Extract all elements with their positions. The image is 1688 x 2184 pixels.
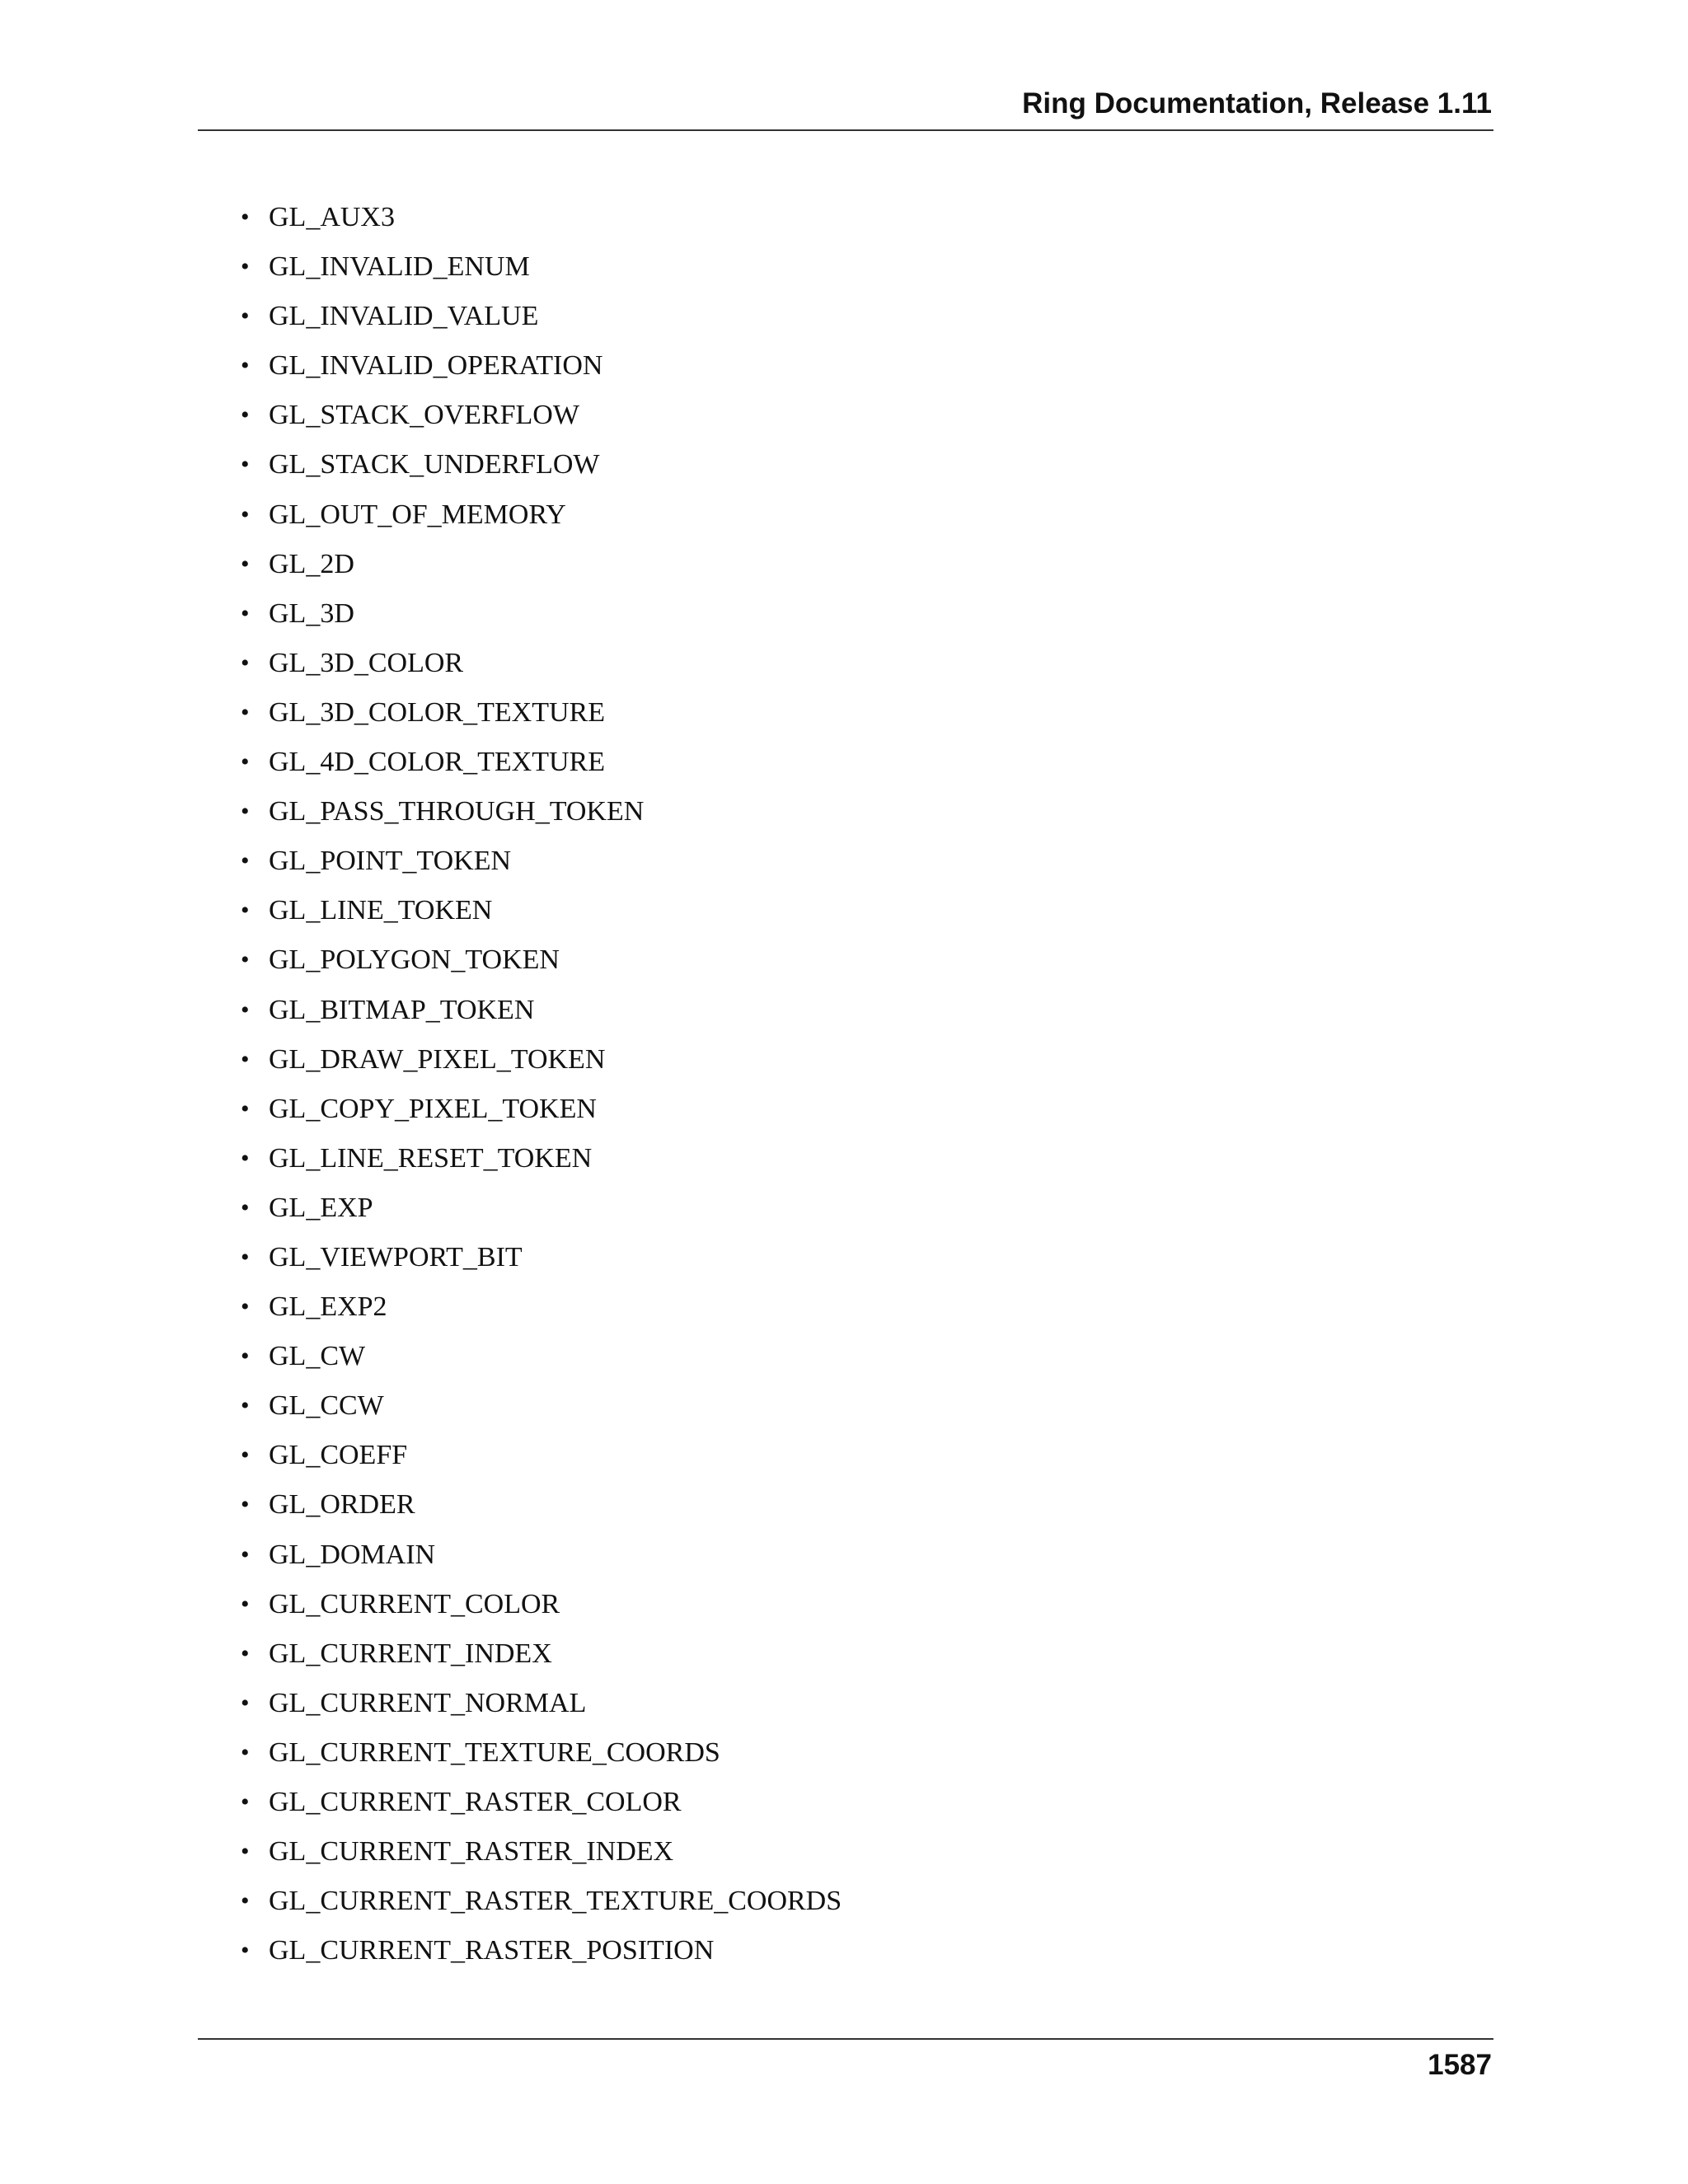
constant-name: GL_VIEWPORT_BIT — [269, 1241, 523, 1272]
bullet-icon: • — [241, 1788, 250, 1816]
bullet-icon: • — [241, 1441, 250, 1469]
constant-name: GL_EXP — [269, 1192, 373, 1223]
list-item — [241, 1539, 842, 1588]
bullet-icon: • — [241, 1144, 250, 1172]
bullet-icon: • — [241, 1193, 250, 1221]
list-item — [241, 1488, 842, 1538]
list-item — [241, 1291, 842, 1340]
constant-name: GL_CURRENT_TEXTURE_COORDS — [269, 1736, 720, 1768]
bullet-icon: • — [241, 253, 250, 281]
bullet-icon: • — [241, 798, 250, 826]
list-item — [241, 1241, 842, 1291]
list-item — [241, 1192, 842, 1241]
list-item — [241, 1934, 842, 1984]
bullet-icon: • — [241, 599, 250, 627]
bullet-icon: • — [241, 1738, 250, 1766]
constant-name: GL_CURRENT_COLOR — [269, 1588, 560, 1619]
list-item — [241, 1736, 842, 1786]
list-item — [241, 1786, 842, 1835]
list-item — [241, 1390, 842, 1439]
constant-name: GL_ORDER — [269, 1489, 415, 1521]
constant-name: GL_INVALID_VALUE — [269, 301, 539, 332]
constant-name: GL_BITMAP_TOKEN — [269, 994, 535, 1025]
constant-name: GL_COEFF — [269, 1440, 408, 1471]
bullet-icon: • — [241, 1590, 250, 1618]
bullet-icon: • — [241, 1639, 250, 1667]
bullet-icon: • — [241, 401, 250, 429]
bullet-icon: • — [241, 847, 250, 875]
list-item — [241, 845, 842, 894]
bullet-icon: • — [241, 302, 250, 330]
constant-name: GL_LINE_TOKEN — [269, 895, 493, 926]
list-item — [241, 1043, 842, 1093]
list-item — [241, 1340, 842, 1390]
list-item — [241, 1439, 842, 1488]
constant-name: GL_CURRENT_RASTER_POSITION — [269, 1935, 715, 1966]
constant-name: GL_LINE_RESET_TOKEN — [269, 1142, 593, 1174]
constant-name: GL_CURRENT_RASTER_INDEX — [269, 1836, 674, 1868]
bullet-icon: • — [241, 451, 250, 479]
bullet-icon: • — [241, 1689, 250, 1717]
constant-name: GL_OUT_OF_MEMORY — [269, 499, 566, 530]
list-item — [241, 1142, 842, 1192]
constant-name: GL_INVALID_OPERATION — [269, 350, 603, 382]
bullet-icon: • — [241, 1343, 250, 1371]
constant-name: GL_POLYGON_TOKEN — [269, 944, 560, 976]
list-item — [241, 696, 842, 746]
constant-name: GL_CCW — [269, 1390, 384, 1422]
header-divider — [198, 129, 1493, 131]
constant-name: GL_CURRENT_RASTER_COLOR — [269, 1787, 682, 1817]
list-item — [241, 448, 842, 498]
constant-name: GL_CURRENT_RASTER_TEXTURE_COORDS — [269, 1886, 842, 1917]
bullet-icon: • — [241, 204, 250, 231]
list-item — [241, 944, 842, 993]
bullet-icon: • — [241, 748, 250, 776]
constant-list — [241, 201, 842, 1984]
bullet-icon: • — [241, 352, 250, 380]
bullet-icon: • — [241, 649, 250, 677]
bullet-icon: • — [241, 550, 250, 578]
list-item — [241, 1687, 842, 1736]
list-item — [241, 746, 842, 795]
list-item — [241, 1588, 842, 1638]
constant-name: GL_COPY_PIXEL_TOKEN — [269, 1093, 597, 1124]
constant-name: GL_3D_COLOR — [269, 647, 464, 678]
list-item — [241, 399, 842, 448]
bullet-icon: • — [241, 1540, 250, 1568]
list-item — [241, 1835, 842, 1885]
bullet-icon: • — [241, 996, 250, 1024]
constant-name: GL_AUX3 — [269, 202, 395, 232]
constant-name: GL_STACK_UNDERFLOW — [269, 449, 600, 480]
footer-divider — [198, 2038, 1493, 2040]
list-item — [241, 598, 842, 647]
list-item — [241, 1885, 842, 1934]
list-item — [241, 300, 842, 349]
list-item — [241, 795, 842, 845]
bullet-icon: • — [241, 1045, 250, 1073]
bullet-icon: • — [241, 1094, 250, 1122]
list-item — [241, 647, 842, 696]
constant-name: GL_STACK_OVERFLOW — [269, 400, 579, 431]
list-item — [241, 499, 842, 548]
page-number: 1587 — [1428, 2049, 1492, 2081]
bullet-icon: • — [241, 698, 250, 726]
header-title: Ring Documentation, Release 1.11 — [1022, 87, 1492, 120]
constant-name: GL_EXP2 — [269, 1291, 387, 1323]
bullet-icon: • — [241, 1937, 250, 1965]
list-item — [241, 994, 842, 1043]
bullet-icon: • — [241, 1392, 250, 1420]
bullet-icon: • — [241, 1887, 250, 1915]
constant-name: GL_3D_COLOR_TEXTURE — [269, 696, 605, 728]
list-item — [241, 548, 842, 598]
bullet-icon: • — [241, 1243, 250, 1271]
list-item — [241, 894, 842, 944]
bullet-icon: • — [241, 1293, 250, 1321]
bullet-icon: • — [241, 897, 250, 925]
constant-name: GL_PASS_THROUGH_TOKEN — [269, 796, 645, 827]
constant-name: GL_2D — [269, 548, 354, 579]
constant-name: GL_3D — [269, 598, 354, 629]
list-item — [241, 349, 842, 399]
list-item — [241, 251, 842, 300]
constant-name: GL_4D_COLOR_TEXTURE — [269, 747, 605, 778]
list-item — [241, 1638, 842, 1687]
bullet-icon: • — [241, 946, 250, 974]
constant-name: GL_POINT_TOKEN — [269, 846, 512, 877]
constant-name: GL_DRAW_PIXEL_TOKEN — [269, 1043, 606, 1075]
list-item — [241, 201, 842, 251]
constant-name: GL_CURRENT_INDEX — [269, 1638, 552, 1669]
bullet-icon: • — [241, 500, 250, 528]
list-item — [241, 1093, 842, 1142]
constant-name: GL_DOMAIN — [269, 1539, 436, 1570]
constant-name: GL_CW — [269, 1341, 366, 1372]
bullet-icon: • — [241, 1838, 250, 1866]
constant-name: GL_INVALID_ENUM — [269, 251, 530, 283]
bullet-icon: • — [241, 1491, 250, 1519]
constant-name: GL_CURRENT_NORMAL — [269, 1687, 587, 1718]
